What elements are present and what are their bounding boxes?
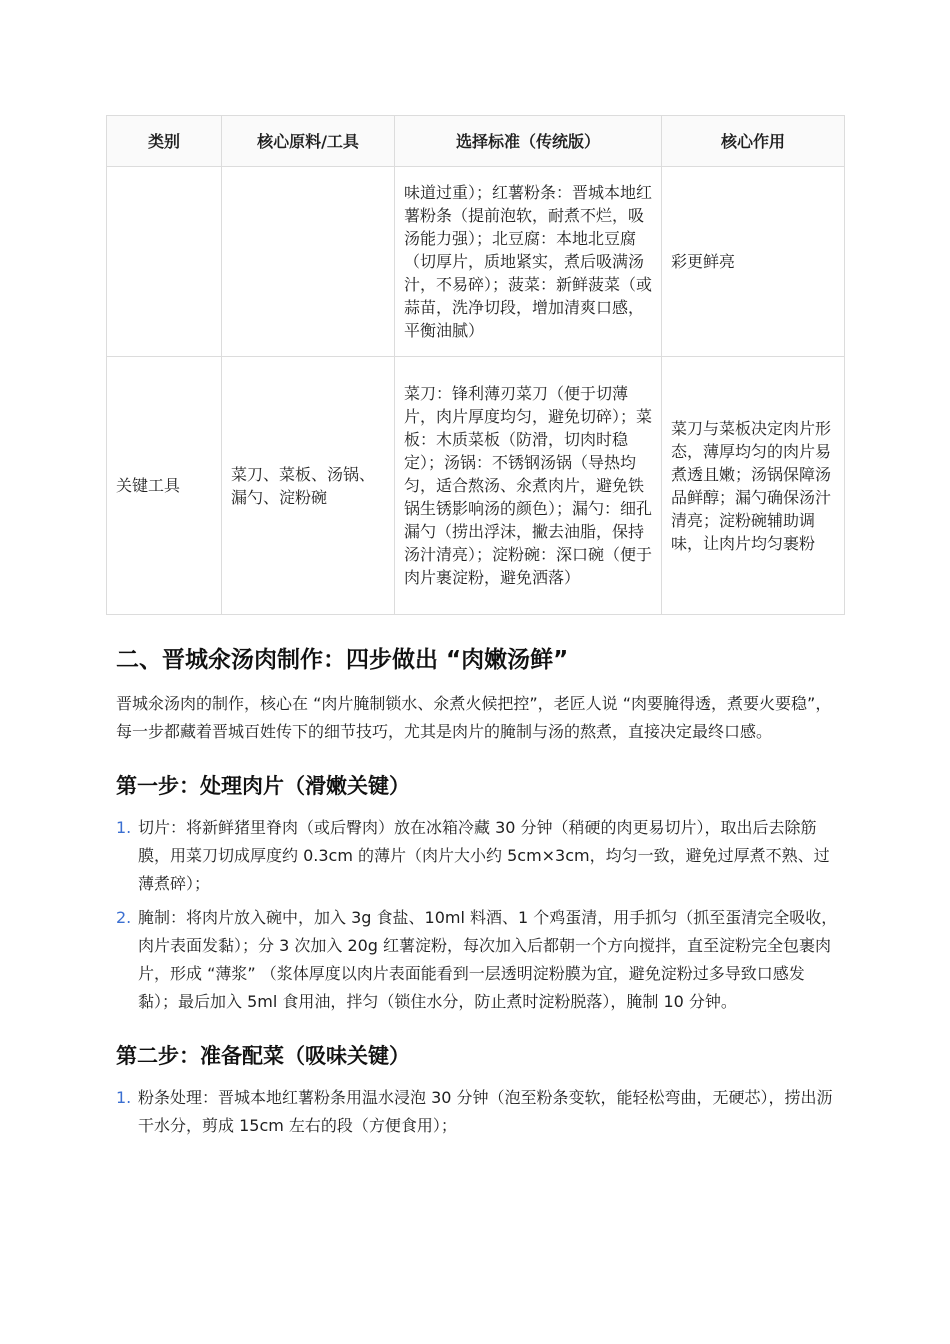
section-heading: 二、晋城氽汤肉制作：四步做出 “肉嫩汤鲜” [116, 647, 569, 673]
section-intro: 晋城氽汤肉的制作，核心在 “肉片腌制锁水、氽煮火候把控”，老匠人说 “肉要腌得透，煮要火要稳”，每一步都藏着晋城百姓传下的细节技巧，尤其是肉片的腌制与汤的熬煮，直接决定最终口感。 [116, 694, 832, 741]
list-number: 1. [116, 818, 132, 837]
cell-materials: 菜刀、菜板、汤锅、漏勺、淀粉碗 [222, 357, 395, 615]
list-item [116, 904, 844, 1016]
list-text: 切片：将新鲜猪里脊肉（或后臀肉）放在冰箱冷藏 30 分钟（稍硬的肉更易切片），取出后去除筋膜，用菜刀切成厚度约 0.3cm 的薄片（肉片大小约 5cm×3cm，均匀一致，避免过厚煮不熟、过薄煮碎）； [138, 818, 830, 893]
step1-heading: 第一步：处理肉片（滑嫩关键） [116, 774, 410, 798]
header-standard: 选择标准（传统版） [395, 116, 662, 167]
list-item [116, 1084, 844, 1140]
list-number: 2. [116, 908, 132, 927]
list-item [116, 814, 844, 898]
list-number: 1. [116, 1088, 132, 1107]
ingredient-tool-table [106, 115, 845, 615]
cell-category: 关键工具 [107, 357, 222, 615]
table-header-row [107, 116, 845, 167]
list-text: 腌制：将肉片放入碗中，加入 3g 食盐、10ml 料酒、1 个鸡蛋清，用手抓匀（抓至蛋清完全吸收，肉片表面发黏）；分 3 次加入 20g 红薯淀粉，每次加入后都朝一个方向搅拌，直至淀粉完全包裹肉片，形成 “薄浆” （浆体厚度以肉片表面能看到一层透明淀粉膜为宜，避免淀粉过多导致口感发黏）；最后加入 5ml 食用油，拌匀（锁住水分，防止煮时淀粉脱落），腌制 10 分钟。 [138, 908, 838, 1011]
article-body [116, 640, 844, 1146]
table-row [107, 357, 845, 615]
header-effect: 核心作用 [662, 116, 845, 167]
cell-effect: 菜刀与菜板决定肉片形态，薄厚均匀的肉片易煮透且嫩；汤锅保障汤品鲜醇；漏勺确保汤汁清亮；淀粉碗辅助调味，让肉片均匀裹粉 [662, 357, 845, 615]
header-materials: 核心原料/工具 [222, 116, 395, 167]
step1-list [116, 814, 844, 1016]
cell-standard: 味道过重）；红薯粉条：晋城本地红薯粉条（提前泡软，耐煮不烂，吸汤能力强）；北豆腐：本地北豆腐（切厚片，质地紧实，煮后吸满汤汁，不易碎）；菠菜：新鲜菠菜（或蒜苗，洗净切段，增加清爽口感，平衡油腻） [395, 167, 662, 357]
table-row [107, 167, 845, 357]
cell-effect: 彩更鲜亮 [662, 167, 845, 357]
cell-materials [222, 167, 395, 357]
cell-category [107, 167, 222, 357]
step2-list [116, 1084, 844, 1140]
list-text: 粉条处理：晋城本地红薯粉条用温水浸泡 30 分钟（泡至粉条变软，能轻松弯曲，无硬芯），捞出沥干水分，剪成 15cm 左右的段（方便食用）； [138, 1088, 833, 1135]
cell-standard: 菜刀：锋利薄刃菜刀（便于切薄片，肉片厚度均匀，避免切碎）；菜板：木质菜板（防滑，切肉时稳定）；汤锅：不锈钢汤锅（导热均匀，适合熬汤、氽煮肉片，避免铁锅生锈影响汤的颜色）；漏勺：细孔漏勺（捞出浮沫，撇去油脂，保持汤汁清亮）；淀粉碗：深口碗（便于肉片裹淀粉，避免洒落） [395, 357, 662, 615]
header-category: 类别 [107, 116, 222, 167]
step2-heading: 第二步：准备配菜（吸味关键） [116, 1044, 410, 1068]
